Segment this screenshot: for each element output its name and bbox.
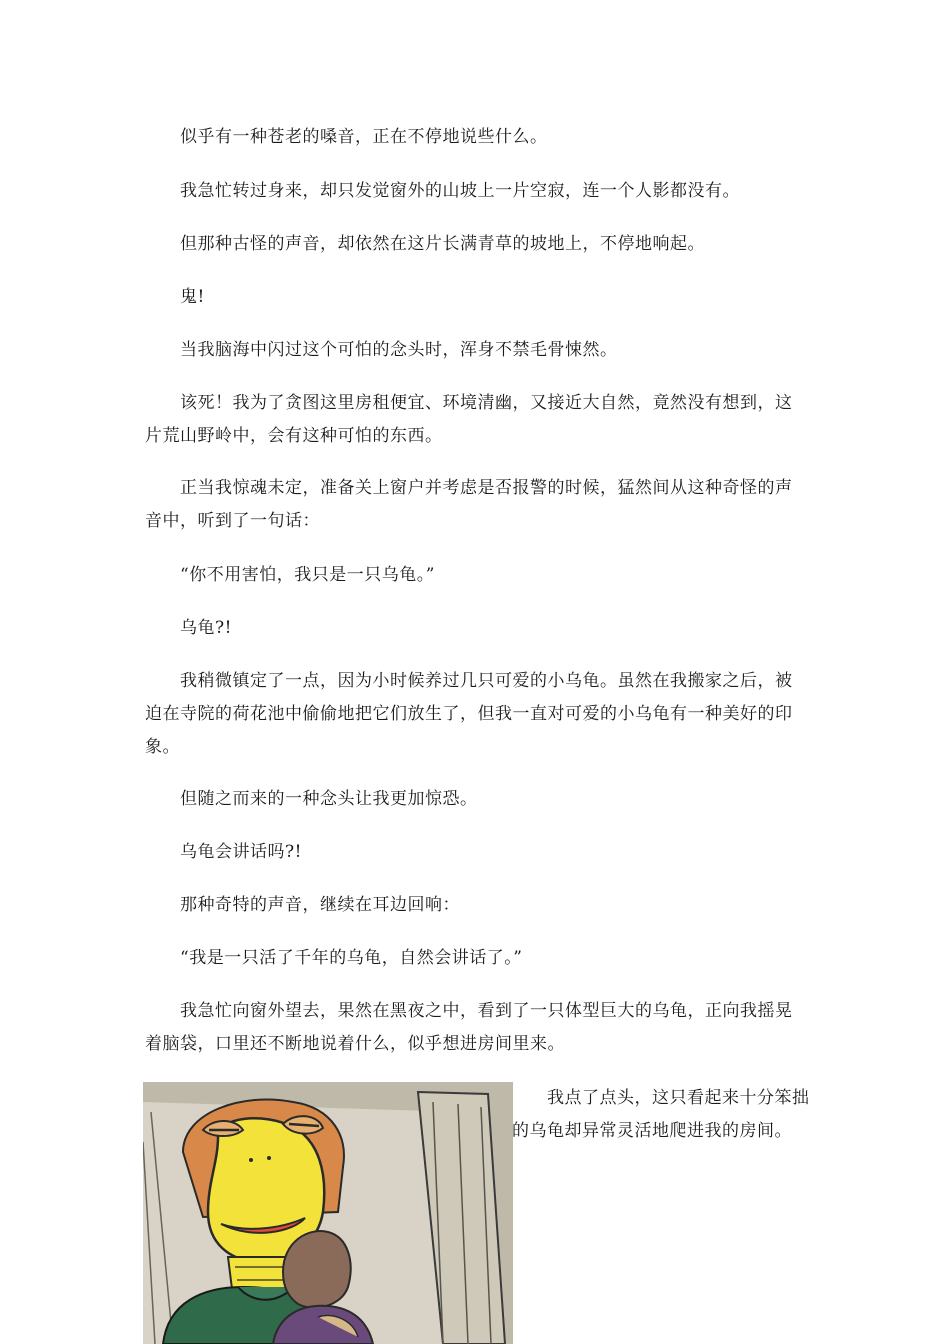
paragraph-4: 鬼! bbox=[180, 287, 205, 307]
illustration-caption: 我点了点头，这只看起来十分笨拙的乌龟却异常灵活地爬进我的房间。 bbox=[512, 1088, 810, 1141]
paragraph-12: 乌龟会讲话吗?! bbox=[180, 842, 302, 862]
paragraph-11: 但随之而来的一种念头让我更加惊恐。 bbox=[180, 789, 478, 809]
paragraph-14: “我是一只活了千年的乌龟，自然会讲话了。” bbox=[180, 948, 523, 968]
paragraph-6: 该死！我为了贪图这里房租便宜、环境清幽，又接近大自然，竟然没有想到，这片荒山野岭中，会有这种可怕的东西。 bbox=[145, 393, 793, 446]
paragraph-10: 我稍微镇定了一点，因为小时候养过几只可爱的小乌龟。虽然在我搬家之后，被迫在寺院的荷花池中偷偷地把它们放生了，但我一直对可爱的小乌龟有一种美好的印象。 bbox=[145, 671, 793, 757]
paragraph-7: 正当我惊魂未定，准备关上窗户并考虑是否报警的时候，猛然间从这种奇怪的声音中，听到了一句话： bbox=[145, 478, 793, 531]
paragraph-2: 我急忙转过身来，却只发觉窗外的山坡上一片空寂，连一个人影都没有。 bbox=[180, 181, 740, 201]
paragraph-15: 我急忙向窗外望去，果然在黑夜之中，看到了一只体型巨大的乌龟，正向我摇晃着脑袋，口里还不断地说着什么，似乎想进房间里来。 bbox=[145, 1001, 793, 1054]
paragraph-9: 乌龟?! bbox=[180, 618, 232, 638]
paragraph-3: 但那种古怪的声音，却依然在这片长满青草的坡地上，不停地响起。 bbox=[180, 234, 705, 254]
paragraph-13: 那种奇特的声音，继续在耳边回响： bbox=[180, 895, 460, 915]
turtle-illustration bbox=[143, 1082, 513, 1344]
paragraph-5: 当我脑海中闪过这个可怕的念头时，浑身不禁毛骨悚然。 bbox=[180, 340, 618, 360]
paragraph-1: 似乎有一种苍老的嗓音，正在不停地说些什么。 bbox=[180, 127, 548, 147]
paragraph-8: “你不用害怕，我只是一只乌龟。” bbox=[180, 565, 435, 585]
